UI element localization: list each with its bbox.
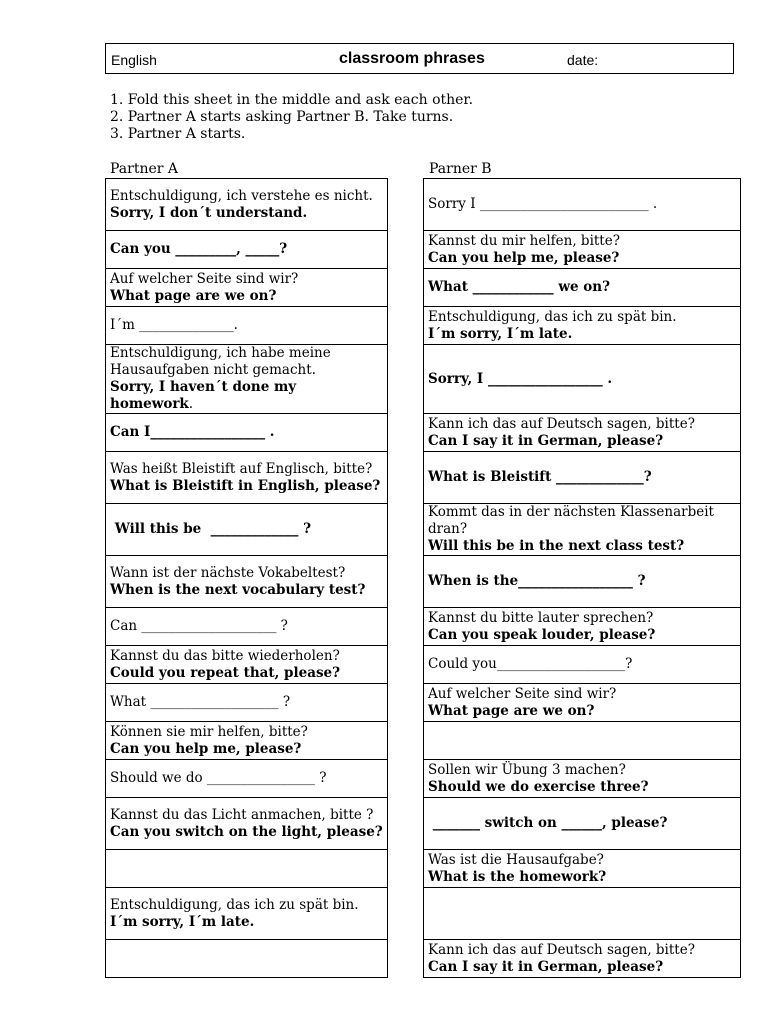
partner-b-phrase-cell — [423, 759, 741, 798]
english-phrase: Can you help me, please? — [110, 740, 302, 757]
english-phrase: What is the homework? — [428, 868, 607, 885]
partner-a-phrase-cell — [105, 451, 388, 504]
german-phrase: Wann ist der nächste Vokabeltest? — [110, 564, 346, 581]
german-phrase: Should we do ________________ ? — [110, 770, 327, 786]
german-phrase: Entschuldigung, ich habe meine Hausaufgaben nicht gemacht. — [110, 345, 336, 378]
partner-a-label: Partner A — [110, 161, 179, 177]
german-phrase: What ___________________ ? — [110, 694, 291, 710]
english-phrase: Will this be in the next class test? — [428, 538, 685, 554]
partner-a-phrase-cell — [105, 268, 388, 307]
partner-b-phrase-cell — [423, 413, 741, 452]
partner-b-phrase-cell — [423, 451, 741, 504]
english-phrase: I´m sorry, I´m late. — [428, 325, 573, 342]
english-phrase: _______ switch on ______, please? — [428, 815, 668, 831]
partner-a-phrase-cell — [105, 344, 388, 414]
english-phrase: Could you repeat that, please? — [110, 664, 341, 681]
partner-a-phrase-cell — [105, 607, 388, 646]
english-phrase: When is the next vocabulary test? — [110, 581, 366, 598]
german-phrase: Kann ich das auf Deutsch sagen, bitte? — [428, 941, 695, 958]
partner-b-phrase-cell — [423, 683, 741, 722]
german-phrase: Entschuldigung, ich verstehe es nicht. — [110, 187, 373, 204]
english-phrase: Can I say it in German, please? — [428, 432, 664, 449]
english-phrase: Will this be _____________ ? — [110, 521, 311, 537]
english-phrase: What page are we on? — [428, 702, 595, 719]
partner-a-phrase-cell — [105, 887, 388, 940]
english-phrase: Can you help me, please? — [428, 249, 620, 266]
german-phrase: Kannst du bitte lauter sprechen? — [428, 609, 654, 626]
english-phrase: Can I say it in German, please? — [428, 958, 664, 975]
partner-a-phrase-cell — [105, 230, 388, 269]
german-phrase: Was ist die Hausaufgabe? — [428, 851, 604, 868]
subject-label: English — [111, 52, 157, 68]
partner-a-phrase-cell — [105, 413, 388, 452]
partner-b-phrase-cell — [423, 306, 741, 345]
partner-b-phrase-cell — [423, 797, 741, 850]
instruction-2: 2. Partner A starts asking Partner B. Take turns. — [110, 109, 454, 125]
english-phrase: What page are we on? — [110, 287, 277, 304]
english-phrase: Sorry, I haven´t done my homework — [110, 379, 301, 412]
german-phrase: Kann ich das auf Deutsch sagen, bitte? — [428, 415, 695, 432]
german-phrase: Kannst du das Licht anmachen, bitte ? — [110, 806, 378, 823]
instruction-3: 3. Partner A starts. — [110, 126, 246, 142]
partner-b-phrase-cell — [423, 849, 741, 888]
german-phrase: Was heißt Bleistift auf Englisch, bitte? — [110, 460, 377, 477]
partner-b-label: Parner B — [429, 161, 492, 177]
german-phrase: Sollen wir Übung 3 machen? — [428, 761, 626, 778]
partner-a-phrase-cell — [105, 555, 388, 608]
english-phrase: Can you speak louder, please? — [428, 626, 656, 643]
worksheet-title: classroom phrases — [339, 50, 485, 67]
german-phrase: Entschuldigung, das ich zu spät bin. — [110, 896, 359, 913]
partner-a-phrase-cell — [105, 306, 388, 345]
german-phrase: Kannst du mir helfen, bitte? — [428, 232, 620, 249]
partner-a-phrase-cell — [105, 645, 388, 684]
partner-a-phrase-cell — [105, 849, 388, 888]
english-phrase: Can you switch on the light, please? — [110, 823, 383, 840]
partner-b-phrase-cell — [423, 887, 741, 940]
partner-a-phrase-cell — [105, 721, 388, 760]
german-phrase: Auf welcher Seite sind wir? — [428, 685, 617, 702]
partner-a-phrase-cell — [105, 683, 388, 722]
partner-b-phrase-cell — [423, 607, 741, 646]
german-phrase: Auf welcher Seite sind wir? — [110, 270, 299, 287]
english-phrase-suffix: . — [188, 396, 194, 412]
partner-b-column — [423, 178, 741, 978]
partner-b-phrase-cell — [423, 230, 741, 269]
instruction-1: 1. Fold this sheet in the middle and ask each other. — [110, 92, 474, 108]
english-phrase: Sorry, I _________________ . — [428, 370, 613, 387]
partner-a-phrase-cell — [105, 503, 388, 556]
date-label: date: — [567, 52, 599, 68]
instructions — [110, 92, 473, 143]
partner-b-phrase-cell — [423, 178, 741, 231]
partner-a-phrase-cell — [105, 939, 388, 978]
german-phrase: I´m ______________. — [110, 317, 238, 333]
english-phrase: What is Bleistift _____________? — [428, 469, 652, 485]
english-phrase: Can I_________________ . — [110, 424, 275, 440]
english-phrase: Can you _________, _____? — [110, 241, 288, 257]
german-phrase: Can ____________________ ? — [110, 618, 288, 634]
partner-b-phrase-cell — [423, 503, 741, 556]
partner-a-phrase-cell — [105, 759, 388, 798]
partner-b-phrase-cell — [423, 555, 741, 608]
german-phrase: Could you___________________? — [428, 656, 633, 672]
german-phrase: Kommt das in der nächsten Klassenarbeit dran? — [428, 504, 719, 537]
partner-a-phrase-cell — [105, 797, 388, 850]
english-phrase: What is Bleistift in English, please? — [110, 477, 381, 494]
partner-b-phrase-cell — [423, 939, 741, 978]
partner-a-column — [105, 178, 388, 978]
german-phrase: Kannst du das bitte wiederholen? — [110, 647, 340, 664]
partner-a-phrase-cell — [105, 178, 388, 231]
partner-b-phrase-cell — [423, 721, 741, 760]
german-phrase: Können sie mir helfen, bitte? — [110, 723, 308, 740]
worksheet-header — [105, 43, 734, 74]
english-phrase: When is the_________________ ? — [428, 573, 646, 589]
partner-b-phrase-cell — [423, 645, 741, 684]
german-phrase: Sorry I _________________________ . — [428, 196, 658, 212]
english-phrase: I´m sorry, I´m late. — [110, 913, 255, 930]
english-phrase: Should we do exercise three? — [428, 778, 649, 795]
german-phrase: Entschuldigung, das ich zu spät bin. — [428, 308, 677, 325]
partner-b-phrase-cell — [423, 268, 741, 307]
english-phrase: What ____________ we on? — [428, 279, 610, 295]
partner-b-phrase-cell — [423, 344, 741, 414]
english-phrase: Sorry, I don´t understand. — [110, 204, 308, 221]
